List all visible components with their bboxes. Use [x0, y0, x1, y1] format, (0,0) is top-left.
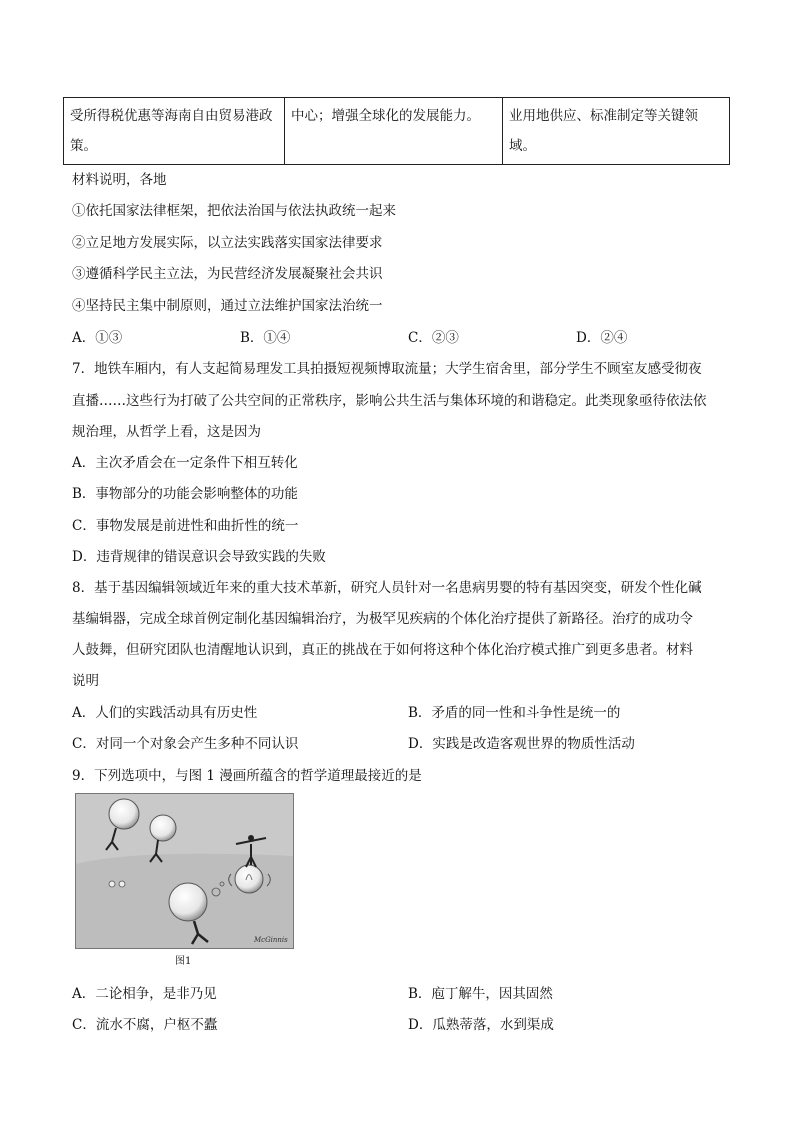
q6-item-2: ②立足地方发展实际，以立法实践落实国家法律要求	[72, 235, 383, 251]
q8-option-c[interactable]: C．对同一个对象会产生多种不同认识	[72, 736, 299, 752]
q8-option-b[interactable]: B．矛盾的同一性和斗争性是统一的	[408, 705, 621, 721]
q6-item-4: ④坚持民主集中制原则，通过立法维护国家法治统一	[72, 298, 383, 314]
q8-stem-line-1: 8．基于基因编辑领域近年来的重大技术革新，研究人员针对一名患病男婴的特有基因突变，研发个性化碱	[72, 580, 702, 596]
q7-option-c[interactable]: C．事物发展是前进性和曲折性的统一	[72, 518, 299, 534]
q7-option-a[interactable]: A．主次矛盾会在一定条件下相互转化	[72, 455, 298, 471]
q8-stem-line-3: 人鼓舞，但研究团队也清醒地认识到，真正的挑战在于如何将这种个体化治疗模式推广到更多患者。材料	[72, 642, 693, 658]
q6-item-3: ③遵循科学民主立法，为民营经济发展凝聚社会共识	[72, 266, 383, 282]
q6-option-c[interactable]: C．②③	[408, 330, 459, 346]
table-cell: 受所得税优惠等海南自由贸易港政策。	[64, 98, 285, 165]
q7-option-d[interactable]: D．违背规律的错误意识会导致实践的失败	[72, 549, 326, 565]
q8-option-d[interactable]: D．实践是改造客观世界的物质性活动	[408, 736, 635, 752]
q6-option-d[interactable]: D．②④	[576, 330, 628, 346]
q6-stem: 材料说明，各地	[72, 172, 167, 188]
table-cell: 中心；增强全球化的发展能力。	[285, 98, 503, 165]
q8-stem-line-2: 基编辑器，完成全球首例定制化基因编辑治疗，为极罕见疾病的个体化治疗提供了新路径。治疗的成功令	[72, 611, 693, 627]
q9-option-a[interactable]: A．二论相争，是非乃见	[72, 986, 217, 1002]
q6-option-b[interactable]: B．①④	[240, 330, 291, 346]
cartoon-figure	[75, 793, 294, 949]
q7-stem-line-3: 规治理，从哲学上看，这是因为	[72, 424, 261, 440]
q9-option-d[interactable]: D．瓜熟蒂落，水到渠成	[408, 1017, 554, 1033]
q7-stem-line-2: 直播……这些行为打破了公共空间的正常秩序，影响公共生活与集体环境的和谐稳定。此类现象亟待依法依	[72, 393, 707, 409]
q6-item-1: ①依托国家法律框架，把依法治国与依法执政统一起来	[72, 203, 396, 219]
q9-option-c[interactable]: C．流水不腐，户枢不蠹	[72, 1017, 218, 1033]
q6-option-a[interactable]: A．①③	[72, 330, 123, 346]
q8-stem-line-4: 说明	[72, 673, 99, 689]
artist-signature: McGinnis	[254, 936, 288, 944]
q8-option-a[interactable]: A．人们的实践活动具有历史性	[72, 705, 258, 721]
q9-stem: 9．下列选项中，与图 1 漫画所蕴含的哲学道理最接近的是	[72, 768, 422, 784]
figure-caption: 图1	[175, 956, 192, 967]
q7-stem-line-1: 7．地铁车厢内，有人支起简易理发工具拍摄短视频博取流量；大学生宿舍里，部分学生不顾室友感受彻夜	[72, 361, 702, 377]
cartoon-illustration	[76, 794, 293, 948]
q7-option-b[interactable]: B．事物部分的功能会影响整体的功能	[72, 486, 298, 502]
table-cell: 业用地供应、标准制定等关键领域。	[503, 98, 730, 165]
q9-option-b[interactable]: B．庖丁解牛，因其固然	[408, 986, 553, 1002]
policy-table	[63, 97, 730, 165]
table-row	[64, 98, 730, 165]
